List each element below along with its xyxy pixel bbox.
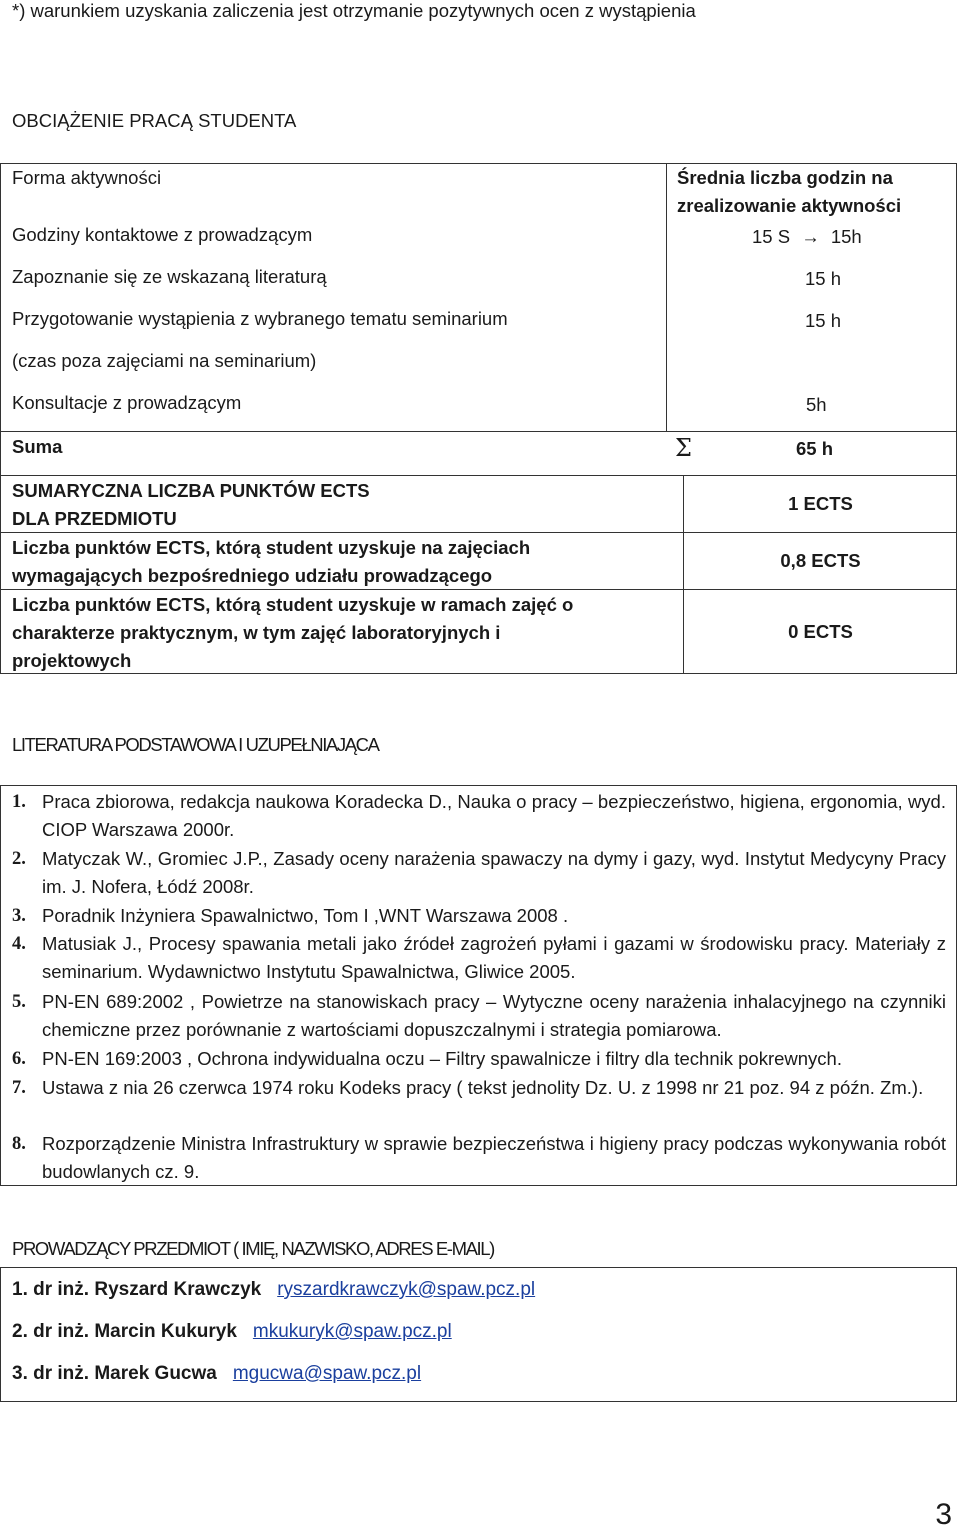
literature-item (12, 845, 946, 901)
lecturer-row (12, 1279, 535, 1301)
literature-item-number: 5. (12, 992, 26, 1012)
literature-item-text: Praca zbiorowa, redakcja naukowa Koradecka D., Nauka o pracy – bezpieczeństwo, higiena, ergonomia, wyd. CIOP Warszawa 2000r. (42, 791, 946, 840)
literature-item-number: 6. (12, 1049, 26, 1069)
literature-item-number: 3. (12, 906, 26, 926)
activity-presentation-note: (czas poza zajęciami na seminarium) (12, 350, 317, 371)
lecturer-name: 2. dr inż. Marcin Kukuryk (12, 1321, 237, 1342)
literature-item-number: 8. (12, 1134, 26, 1154)
ects-practical-label-line2: charakterze praktycznym, w tym zajęć laboratoryjnych i (12, 622, 501, 643)
literature-item-text: Ustawa z nia 26 czerwca 1974 roku Kodeks pracy ( tekst jednolity Dz. U. z 1998 nr 21 poz. 94 z późn. Zm.). (42, 1077, 924, 1098)
lecturer-row (12, 1363, 421, 1385)
literature-item (12, 1074, 946, 1102)
activity-literature: Zapoznanie się ze wskazaną literaturą (12, 266, 327, 287)
activity-consultations: Konsultacje z prowadzącym (12, 392, 242, 413)
ects-practical-label (12, 591, 573, 675)
literature-item-text: PN-EN 689:2002 , Powietrze na stanowiskach pracy – Wytyczne oceny narażenia inhalacyjnego na czynniki chemiczne przez porównanie z wartościami dopuszczalnymi i strategia pomiarowa. (42, 991, 946, 1040)
header-hours-line2: zrealizowanie aktywności (677, 195, 902, 216)
value-contact-seminar: 15 S (752, 226, 791, 247)
ects-total-value: 1 ECTS (788, 493, 853, 514)
literature-item (12, 988, 946, 1044)
sum-row-divider (0, 431, 957, 432)
literature-item (12, 1045, 946, 1073)
value-presentation-prep: 15 h (805, 310, 842, 331)
sum-label: Suma (12, 436, 63, 457)
value-contact-total: 15h (830, 226, 862, 247)
lecturer-name: 1. dr inż. Ryszard Krawczyk (12, 1279, 262, 1300)
literature-item-text: PN-EN 169:2003 , Ochrona indywidualna oczu – Filtry spawalnicze i filtry dla technik pokrewnych. (42, 1048, 842, 1069)
literature-item-text: Matyczak W., Gromiec J.P., Zasady oceny narażenia spawaczy na dymy i gazy, wyd. Instytut Medycyny Pracy im. J. Nofera, Łódź 2008r. (42, 848, 946, 897)
literature-item (12, 788, 946, 844)
ects-total-label (12, 477, 370, 533)
ects-direct-value: 0,8 ECTS (780, 550, 861, 571)
literature-item-number: 1. (12, 792, 26, 812)
column-divider-top (666, 163, 667, 431)
literature-item (12, 930, 946, 986)
literature-item (12, 902, 946, 930)
literature-item-text: Poradnik Inżyniera Spawalnictwo, Tom I ,WNT Warszawa 2008 . (42, 905, 569, 926)
sigma-icon: Σ (675, 434, 692, 462)
ects-practical-label-line3: projektowych (12, 650, 132, 671)
literature-item-text: Matusiak J., Procesy spawania metali jako źródeł zagrożeń pyłami i gazami w środowisku pracy. Materiały z seminarium. Wydawnictwo Instytutu Spawalnictwa, Gliwice 2005. (42, 933, 946, 982)
page-number: 3 (935, 1498, 952, 1531)
literature-item-number: 4. (12, 934, 26, 954)
footnote-text: *) warunkiem uzyskania zaliczenia jest otrzymanie pozytywnych ocen z wystąpienia (12, 0, 696, 21)
literature-item (12, 1130, 946, 1186)
literature-item-text: Rozporządzenie Ministra Infrastruktury w sprawie bezpieczeństwa i higieny pracy podczas wykonywania robót budowlanych cz. 9. (42, 1133, 946, 1182)
ects-row-divider (0, 475, 957, 476)
lecturer-name: 3. dr inż. Marek Gucwa (12, 1363, 217, 1384)
ects-total-label-line1: SUMARYCZNA LICZBA PUNKTÓW ECTS (12, 480, 370, 501)
header-hours-line1: Średnia liczba godzin na (677, 167, 893, 188)
activity-presentation-prep: Przygotowanie wystąpienia z wybranego tematu seminarium (12, 308, 508, 329)
value-contact-hours (752, 226, 862, 248)
ects-direct-label-line2: wymagających bezpośredniego udziału prowadzącego (12, 565, 493, 586)
value-literature: 15 h (805, 268, 842, 289)
lecturers-title: PROWADZĄCY PRZEDMIOT ( IMIĘ, NAZWISKO, ADRES E-MAIL) (12, 1238, 494, 1259)
lecturer-email-link[interactable]: ryszardkrawczyk@spaw.pcz.pl (277, 1279, 536, 1300)
lecturer-email-link[interactable]: mgucwa@spaw.pcz.pl (232, 1363, 422, 1384)
arrow-right-icon: → (801, 226, 820, 247)
lecturer-row (12, 1321, 452, 1343)
header-activity: Forma aktywności (12, 167, 162, 188)
value-consultations: 5h (806, 394, 827, 415)
sum-value: 65 h (796, 438, 834, 459)
ects-practical-label-line1: Liczba punktów ECTS, którą student uzyskuje w ramach zajęć o (12, 594, 574, 615)
ects-total-label-line2: DLA PRZEDMIOTU (12, 508, 177, 529)
ects-direct-label-line1: Liczba punktów ECTS, którą student uzyskuje na zajęciach (12, 537, 531, 558)
lecturer-email-link[interactable]: mkukuryk@spaw.pcz.pl (252, 1321, 452, 1342)
literature-title: LITERATURA PODSTAWOWA I UZUPEŁNIAJĄCA (12, 734, 379, 755)
activity-contact-hours: Godziny kontaktowe z prowadzącym (12, 224, 313, 245)
ects-direct-label (12, 534, 530, 590)
ects-practical-value: 0 ECTS (788, 621, 853, 642)
literature-item-number: 7. (12, 1078, 26, 1098)
workload-title: OBCIĄŻENIE PRACĄ STUDENTA (12, 110, 297, 131)
literature-item-number: 2. (12, 849, 26, 869)
